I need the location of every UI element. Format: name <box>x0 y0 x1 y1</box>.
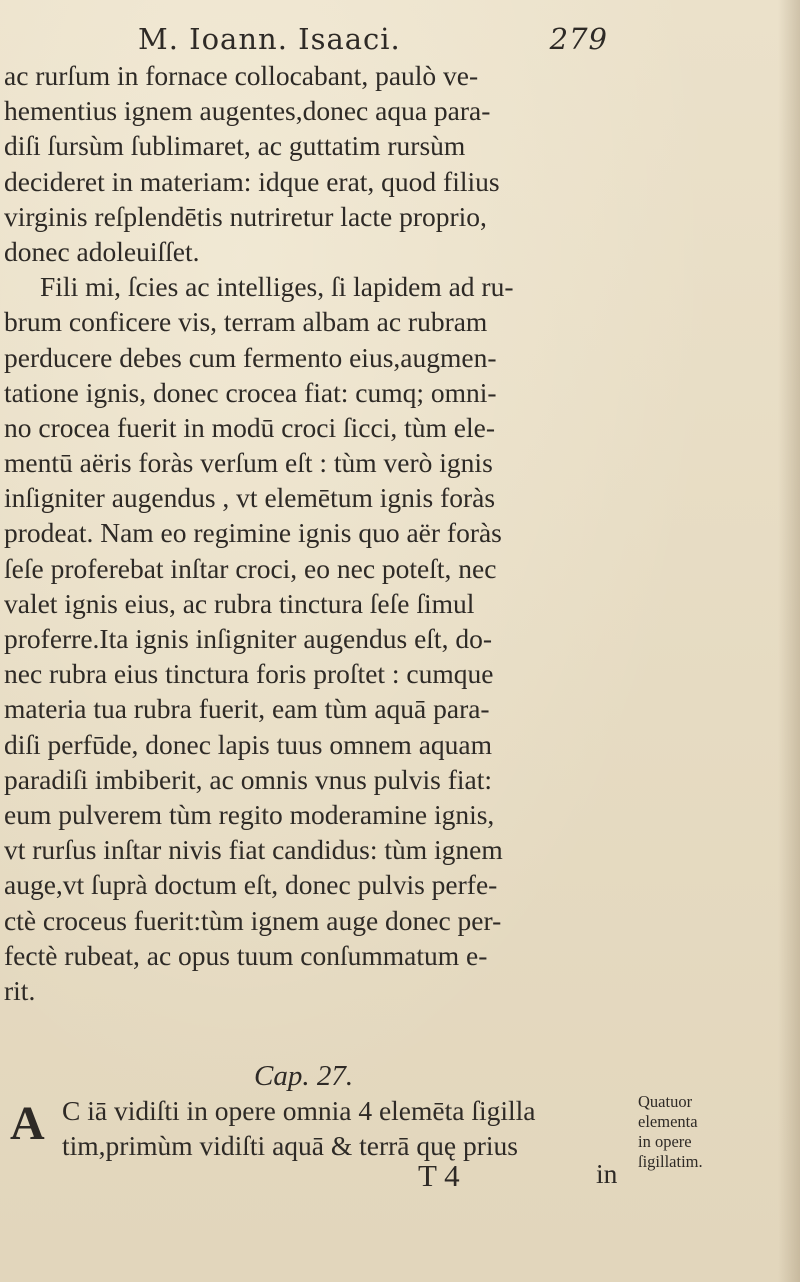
page-number: 279 <box>549 22 608 56</box>
text-line: perducere debes cum fermento eius,augmen- <box>4 341 497 373</box>
text-line: donec adoleuiſſet. <box>4 235 200 267</box>
text-line: C iā vidiſti in opere omnia 4 elemēta ſigilla <box>62 1095 536 1126</box>
text-line: prodeat. Nam eo regimine ignis quo aër foràs <box>4 517 502 549</box>
page-header <box>138 22 608 58</box>
text-line: hementius ignem augentes,donec aqua para- <box>4 95 491 127</box>
text-line: materia tua rubra fuerit, eam tùm aquā para- <box>4 693 490 725</box>
text-line: mentū aëris foràs verſum eſt : tùm verò ignis <box>4 447 493 479</box>
marginal-note <box>638 1092 788 1172</box>
drop-cap <box>8 1093 62 1149</box>
marginal-line: elementa <box>638 1112 698 1131</box>
text-line: ac rurſum in fornace collocabant, paulò ve- <box>4 60 479 91</box>
text-line: valet ignis eius, ac rubra tinctura ſeſe ſimul <box>4 587 475 619</box>
text-line: nec rubra eius tinctura foris proſtet : cumque <box>4 658 494 690</box>
text-line: eum pulverem tùm regito moderamine ignis, <box>4 798 495 830</box>
text-line: no crocea fuerit in modū croci ſicci, tùm ele- <box>4 411 495 443</box>
marginal-line: ſigillatim. <box>638 1152 703 1171</box>
body-text <box>4 58 626 1008</box>
page-edge-shadow <box>778 0 800 1282</box>
signature-mark: T 4 <box>418 1158 460 1193</box>
text-line: paradiſi imbiberit, ac omnis vnus pulvis fiat: <box>4 763 493 795</box>
text-line: virginis reſplendētis nutriretur lacte proprio, <box>4 200 487 232</box>
text-line: rit. <box>4 974 36 1006</box>
text-line: fectè rubeat, ac opus tuum conſummatum e- <box>4 939 488 971</box>
text-line: proferre.Ita ignis inſigniter augendus eſt, do- <box>4 623 492 654</box>
text-line: tatione ignis, donec crocea fiat: cumq; omni- <box>4 376 497 408</box>
drop-cap-letter: A <box>10 1097 45 1149</box>
text-line: inſigniter augendus , vt elemētum ignis foràs <box>4 482 496 514</box>
chapter-text <box>62 1093 536 1163</box>
text-line: diſi perfūde, donec lapis tuus omnem aquam <box>4 728 493 760</box>
paragraph-start-line: Fili mi, ſcies ac intelliges, ſi lapidem ad ru- <box>40 271 514 303</box>
text-line: ſeſe proferebat inſtar croci, eo nec poteſt, nec <box>4 552 497 584</box>
text-line: diſi ſursùm ſublimaret, ac guttatim rursùm <box>4 130 466 162</box>
text-line: decideret in materiam: idque erat, quod filius <box>4 165 500 197</box>
text-line: tim,primùm vidiſti aquā & terrā quę prius <box>62 1130 518 1162</box>
chapter-heading: Cap. 27. <box>254 1060 354 1092</box>
text-line: auge,vt ſuprà doctum eſt, donec pulvis perfe- <box>4 869 498 901</box>
text-line: ctè croceus fuerit:tùm ignem auge donec per- <box>4 904 502 936</box>
text-line: brum conficere vis, terram albam ac rubram <box>4 306 488 338</box>
running-head: M. Ioann. Isaaci. <box>138 22 401 56</box>
catchword: in <box>596 1158 618 1189</box>
marginal-line: in opere <box>638 1132 692 1151</box>
text-line: vt rurſus inſtar nivis fiat candidus: tùm ignem <box>4 834 503 866</box>
marginal-line: Quatuor <box>638 1092 693 1111</box>
